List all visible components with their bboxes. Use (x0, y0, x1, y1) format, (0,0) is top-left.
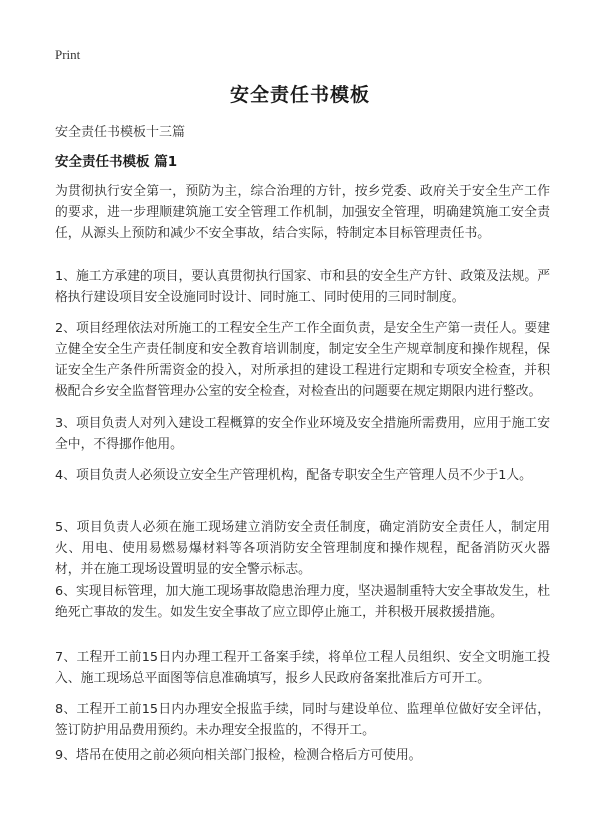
document-subtitle: 安全责任书模板十三篇 (55, 125, 186, 140)
paragraph-9: 9、塔吊在使用之前必须向相关部门报检，检测合格后方可使用。 (55, 748, 422, 763)
paragraph-8: 8、工程开工前15日内办理安全报监手续，同时与建设单位、监理单位做好安全评估，签订防护用品费用预约。未办理安全报监的，不得开工。 (55, 702, 550, 738)
paragraph-6: 6、实现目标管理，加大施工现场事故隐患治理力度，坚决遏制重特大安全事故发生，杜绝死亡事故的发生。如发生安全事故了应立即停止施工，并积极开展救援措施。 (55, 584, 550, 620)
paragraph-5: 5、项目负责人必须在施工现场建立消防安全责任制度，确定消防安全责任人，制定用火、用电、使用易燃易爆材料等各项消防安全管理制度和操作规程，配备消防灭火器材，并在施工现场设置明显的安全警示标志。 (55, 520, 550, 577)
paragraph-7: 7、工程开工前15日内办理工程开工备案手续，将单位工程人员组织、安全文明施工投入、施工现场总平面图等信息准确填写，报乡人民政府备案批准后方可开工。 (55, 650, 550, 686)
section-heading: 安全责任书模板 篇1 (55, 154, 178, 170)
paragraph-1: 1、施工方承建的项目，要认真贯彻执行国家、市和县的安全生产方针、政策及法规。严格执行建设项目安全设施同时设计、同时施工、同时使用的三同时制度。 (55, 269, 550, 305)
paragraph-4: 4、项目负责人必须设立安全生产管理机构，配备专职安全生产管理人员不少于1人。 (55, 468, 532, 483)
document-title: 安全责任书模板 (229, 84, 370, 106)
paragraph-3: 3、项目负责人对列入建设工程概算的安全作业环境及安全措施所需费用，应用于施工安全中，不得挪作他用。 (55, 416, 550, 452)
print-label: Print (55, 47, 81, 62)
paragraph-intro: 为贯彻执行安全第一，预防为主，综合治理的方针，按乡党委、政府关于安全生产工作的要求，进一步理顺建筑施工安全管理工作机制，加强安全管理，明确建筑施工安全责任，从源头上预防和减少不安全事故，结合实际，特制定本目标管理责任书。 (55, 184, 550, 241)
paragraph-2: 2、项目经理依法对所施工的工程安全生产工作全面负责，是安全生产第一责任人。要建立健全安全生产责任制度和安全教育培训制度，制定安全生产规章制度和操作规程，保证安全生产条件所需资金的投入，对所承担的建设工程进行定期和专项安全检查，并积极配合乡安全监督管理办公室的安全检查，对检查出的问题要在规定期限内进行整改。 (55, 321, 550, 399)
